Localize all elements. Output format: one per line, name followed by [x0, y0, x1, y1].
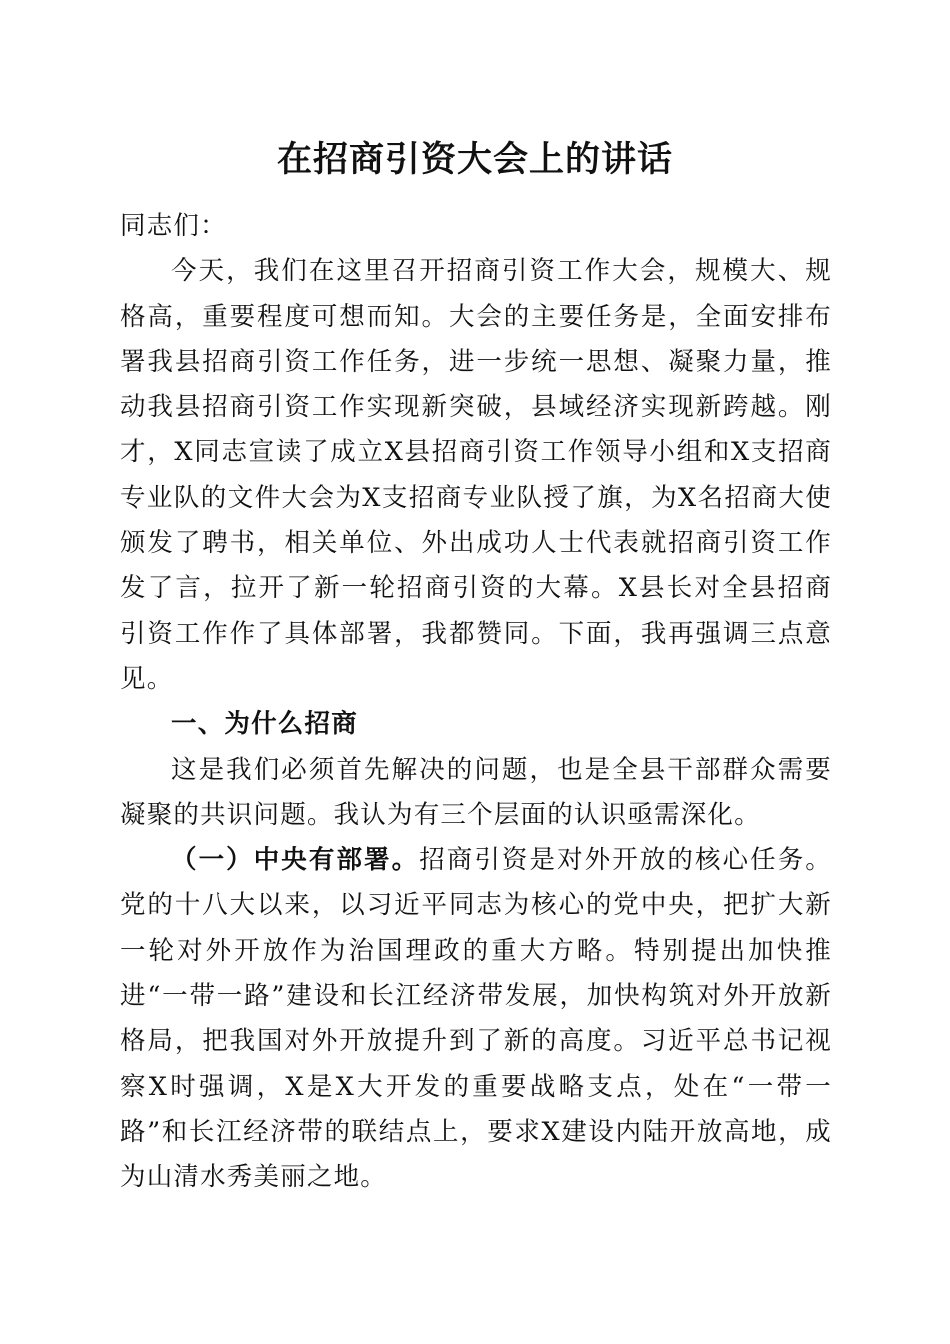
document-title: 在招商引资大会上的讲话 [276, 139, 673, 180]
opening-paragraph: 今天，我们在这里召开招商引资工作大会，规模大、规格高，重要程度可想而知。大会的主要任务是，全面安排布署我县招商引资工作任务，进一步统一思想、凝聚力量，推动我县招商引资工作实现新突破，县域经济实现新跨越。刚才，X同志宣读了成立X县招商引资工作领导小组和X支招商专业队的文件大会为X支招商专业队授了旗，为X名招商大使颁发了聘书，相关单位、外出成功人士代表就招商引资工作发了言，拉开了新一轮招商引资的大幕。X县长对全县招商引资工作作了具体部署，我都赞同。下面，我再强调三点意见。 [120, 256, 832, 694]
section-intro-paragraph: 这是我们必须首先解决的问题，也是全县干部群众需要凝聚的共识问题。我认为有三个层面的认识亟需深化。 [120, 754, 832, 830]
point-one-paragraph [120, 838, 832, 1200]
section-heading: 一、为什么招商 [171, 709, 358, 740]
point-one-text: 招商引资是对外开放的核心任务。党的十八大以来，以习近平同志为核心的党中央，把扩大新一轮对外开放作为治国理政的重大方略。特别提出加快推进“一带一路”建设和长江经济带发展，加快构筑对外开放新格局，把我国对外开放提升到了新的高度。习近平总书记视察X时强调，X是X大开发的重要战略支点，处在“一带一路”和长江经济带的联结点上，要求X建设内陆开放高地，成为山清水秀美丽之地。 [120, 845, 832, 1193]
salutation: 同志们： [120, 211, 227, 241]
document-body [120, 204, 832, 1201]
point-one-lead: （一）中央有部署。 [171, 845, 420, 876]
